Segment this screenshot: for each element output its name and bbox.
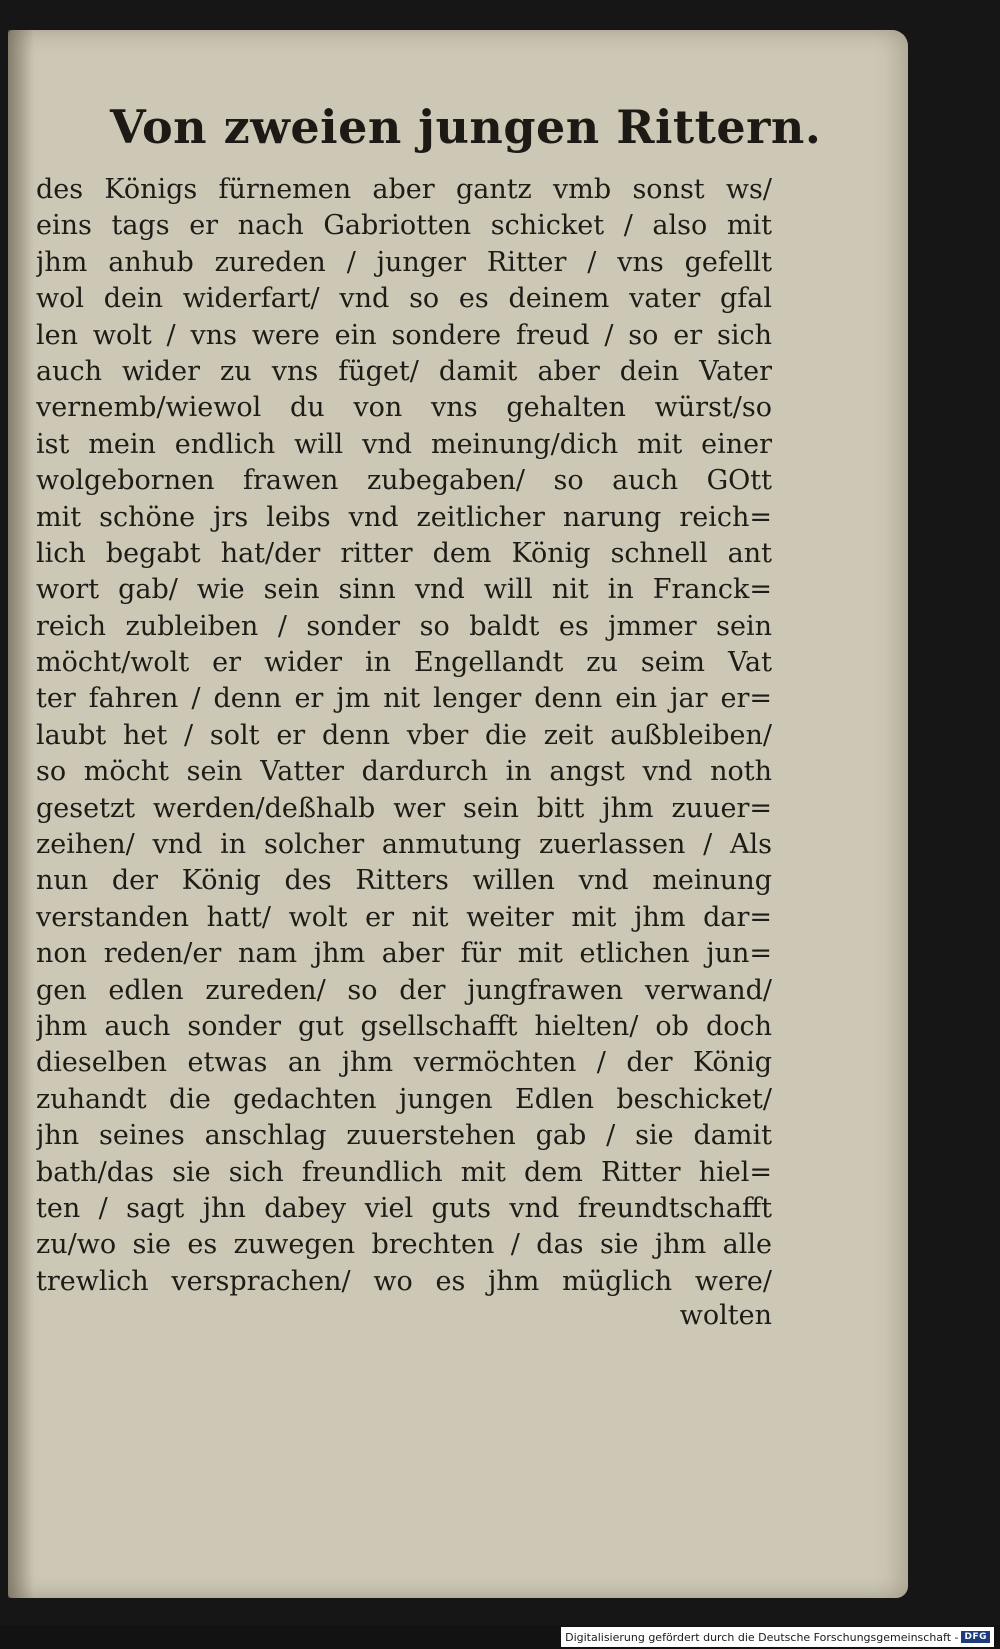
text-line: wort gab/ wie sein sinn vnd will nit in Franck= (36, 574, 772, 606)
text-line: nun der König des Ritters willen vnd meinung (36, 865, 772, 897)
text-line: ist mein endlich will vnd meinung/dich mit einer (36, 428, 772, 460)
page-gutter-shadow (8, 30, 34, 1598)
text-line: verstanden hatt/ wolt er nit weiter mit jhm dar= (36, 901, 772, 933)
text-line: ten / sagt jhn dabey viel guts vnd freundtschafft (36, 1192, 772, 1224)
text-line: dieselben etwas an jhm vermöchten / der König (36, 1047, 772, 1079)
text-line: zu/wo sie es zuwegen brechten / das sie jhm alle (36, 1229, 772, 1261)
catchword: wolten (679, 1300, 772, 1331)
text-line: reich zubleiben / sonder so baldt es jmmer sein (36, 610, 772, 642)
text-line: gen edlen zureden/ so der jungfrawen verwand/ (36, 974, 772, 1006)
text-line: lich begabt hat/der ritter dem König schnell ant (36, 537, 772, 569)
text-line: mit schöne jrs leibs vnd zeitlicher narung reich= (36, 501, 772, 533)
running-head: Von zweien jungen Rittern. (110, 100, 822, 154)
text-line: möcht/wolt er wider in Engellandt zu seim Vat (36, 647, 772, 679)
text-line: len wolt / vns were ein sondere freud / so er sich (36, 319, 772, 351)
text-line: ter fahren / denn er jm nit lenger denn ein jar er= (36, 683, 772, 715)
text-line: zeihen/ vnd in solcher anmutung zuerlassen / Als (36, 829, 772, 861)
text-line: jhm anhub zureden / junger Ritter / vns gefellt (36, 246, 772, 278)
text-line: wol dein widerfart/ vnd so es deinem vater gfal (36, 283, 772, 315)
text-line: jhm auch sonder gut gsellschafft hielten/ ob doch (36, 1010, 772, 1042)
text-line: bath/das sie sich freundlich mit dem Ritter hiel= (36, 1156, 772, 1188)
body-text (36, 172, 772, 1300)
footer-credit-text: Digitalisierung gefördert durch die Deutsche Forschungsgemeinschaft - (565, 1630, 959, 1644)
text-line: auch wider zu vns füget/ damit aber dein Vater (36, 355, 772, 387)
text-line: trewlich versprachen/ wo es jhm müglich were/ (36, 1265, 772, 1297)
text-line: non reden/er nam jhm aber für mit etlichen jun= (36, 938, 772, 970)
text-line: jhn seines anschlag zuuerstehen gab / sie damit (36, 1120, 772, 1152)
text-line: vernemb/wiewol du von vns gehalten würst/so (36, 392, 772, 424)
text-line: gesetzt werden/deßhalb wer sein bitt jhm zuuer= (36, 792, 772, 824)
text-line: des Königs fürnemen aber gantz vmb sonst ws/ (36, 174, 772, 205)
text-line: wolgebornen frawen zubegaben/ so auch GOtt (36, 465, 772, 497)
text-line: zuhandt die gedachten jungen Edlen beschicket/ (36, 1083, 772, 1115)
text-line: so möcht sein Vatter dardurch in angst vnd noth (36, 756, 772, 788)
text-line: laubt het / solt er denn vber die zeit außbleiben/ (36, 719, 772, 751)
dfg-logo: DFG (961, 1631, 990, 1643)
digitization-footer (561, 1627, 994, 1647)
text-line: eins tags er nach Gabriotten schicket / also mit (36, 210, 772, 242)
